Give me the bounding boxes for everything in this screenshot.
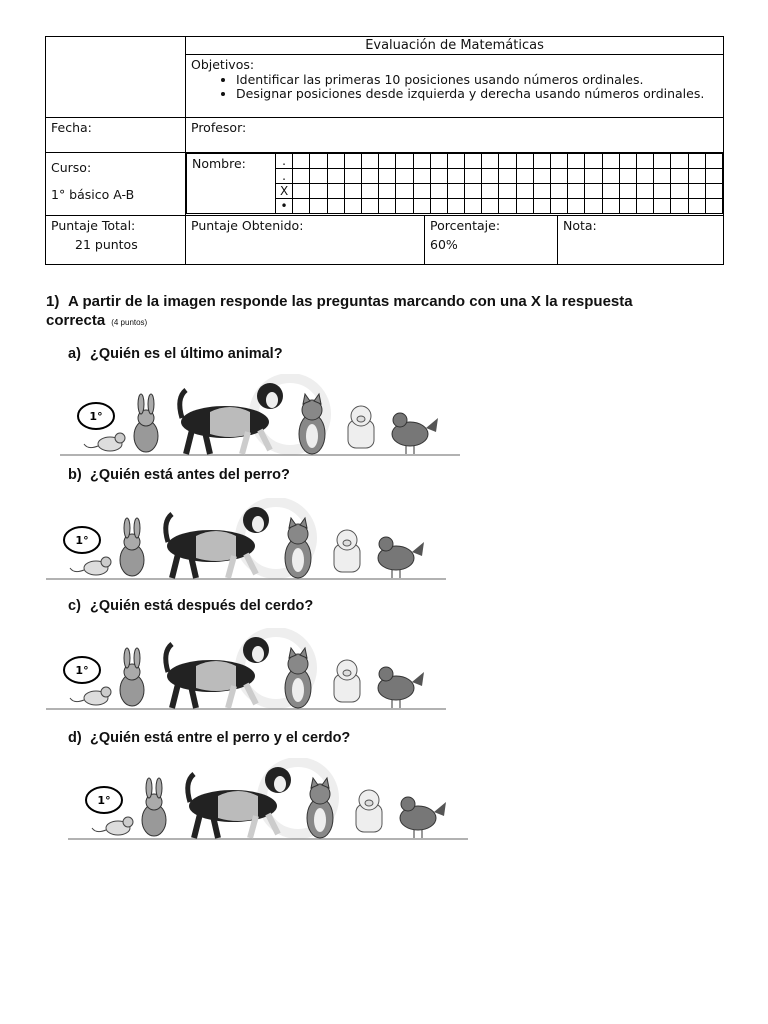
- grid-cell[interactable]: [379, 169, 396, 184]
- grid-cell[interactable]: [396, 184, 413, 199]
- grid-cell[interactable]: [447, 184, 464, 199]
- subquestion-letter: a): [68, 346, 81, 362]
- grid-cell[interactable]: [430, 184, 447, 199]
- grid-cell[interactable]: [705, 169, 722, 184]
- hen-icon: [392, 413, 438, 454]
- hen-icon: [378, 667, 424, 708]
- grid-cell[interactable]: [499, 184, 516, 199]
- grid-cell[interactable]: [465, 199, 482, 214]
- grid-cell[interactable]: [293, 199, 310, 214]
- rabbit-icon: [120, 518, 144, 576]
- grid-cell[interactable]: [327, 169, 344, 184]
- grid-cell[interactable]: [413, 199, 430, 214]
- grid-cell[interactable]: [344, 169, 361, 184]
- grid-cell[interactable]: [636, 154, 653, 169]
- grid-cell[interactable]: [310, 199, 327, 214]
- question-number: 1): [46, 293, 60, 310]
- mouse-icon: [92, 817, 133, 835]
- pig-icon: [356, 790, 382, 832]
- dog-icon: [166, 637, 269, 708]
- profesor-label: Profesor:: [186, 118, 724, 153]
- grid-cell[interactable]: [499, 199, 516, 214]
- question-1: [46, 292, 666, 332]
- grid-cell[interactable]: [516, 199, 533, 214]
- grid-cell[interactable]: [654, 169, 671, 184]
- grid-cell[interactable]: [568, 199, 585, 214]
- hen-icon: [378, 537, 424, 578]
- grid-cell[interactable]: [293, 184, 310, 199]
- grid-cell[interactable]: [533, 184, 550, 199]
- animal-row-a[interactable]: [60, 374, 460, 458]
- grid-cell[interactable]: [602, 184, 619, 199]
- subquestion-text: ¿Quién está después del cerdo?: [90, 598, 314, 614]
- svg-text:1°: 1°: [97, 794, 111, 807]
- grid-mark[interactable]: .: [276, 169, 293, 184]
- grid-cell[interactable]: [413, 154, 430, 169]
- grid-cell[interactable]: [499, 154, 516, 169]
- puntaje-total-cell: [46, 216, 186, 265]
- nombre-cell: [186, 153, 724, 216]
- grid-cell[interactable]: [705, 184, 722, 199]
- animal-row-b[interactable]: [46, 498, 452, 582]
- grid-cell[interactable]: [396, 154, 413, 169]
- grid-cell[interactable]: [447, 199, 464, 214]
- grid-cell[interactable]: [361, 169, 378, 184]
- grid-cell[interactable]: [361, 184, 378, 199]
- grid-cell[interactable]: [585, 199, 602, 214]
- grid-cell[interactable]: [619, 169, 636, 184]
- grid-cell[interactable]: [516, 184, 533, 199]
- objective-item: • Designar posiciones desde izquierda y derecha usando números ordinales.: [236, 87, 718, 101]
- puntaje-total-label: Puntaje Total:: [51, 218, 136, 233]
- fecha-label: Fecha:: [46, 118, 186, 153]
- grid-cell[interactable]: [551, 154, 568, 169]
- cat-icon: [307, 778, 333, 838]
- grid-cell[interactable]: [396, 199, 413, 214]
- grid-cell[interactable]: [379, 154, 396, 169]
- grid-cell[interactable]: [636, 184, 653, 199]
- grid-cell[interactable]: [482, 199, 499, 214]
- grid-cell[interactable]: [447, 154, 464, 169]
- grid-mark[interactable]: X: [276, 184, 293, 199]
- mouse-icon: [70, 557, 111, 575]
- animal-row-c[interactable]: [46, 628, 452, 712]
- grid-cell[interactable]: [499, 169, 516, 184]
- grid-cell[interactable]: [688, 199, 705, 214]
- subquestion-text: ¿Quién es el último animal?: [90, 346, 283, 362]
- grid-cell[interactable]: [430, 154, 447, 169]
- subquestion-text: ¿Quién está antes del perro?: [90, 467, 290, 483]
- grid-cell[interactable]: [671, 169, 688, 184]
- subquestion-d: [68, 730, 350, 746]
- grid-cell[interactable]: [671, 154, 688, 169]
- subquestion-c: [68, 598, 313, 614]
- grid-cell[interactable]: [568, 169, 585, 184]
- subquestion-letter: c): [68, 598, 81, 614]
- dog-icon: [180, 383, 283, 454]
- grid-cell[interactable]: [516, 169, 533, 184]
- nombre-label: Nombre:: [187, 154, 276, 214]
- curso-cell: [46, 153, 186, 216]
- animal-row-d[interactable]: [68, 758, 474, 842]
- grid-cell[interactable]: [705, 199, 722, 214]
- cat-icon: [285, 518, 311, 578]
- grid-cell[interactable]: [413, 169, 430, 184]
- mouse-icon: [84, 433, 125, 451]
- subquestion-b: [68, 467, 290, 483]
- rabbit-icon: [120, 648, 144, 706]
- grid-cell[interactable]: [310, 169, 327, 184]
- porcentaje-value: 60%: [430, 237, 458, 252]
- question-text: A partir de la imagen responde las preguntas marcando con una X la respuesta correcta: [46, 293, 633, 329]
- porcentaje-cell: [425, 216, 558, 265]
- svg-text:1°: 1°: [75, 664, 89, 677]
- objective-item: • Identificar las primeras 10 posiciones usando números ordinales.: [236, 73, 718, 87]
- cat-icon: [285, 648, 311, 708]
- curso-label: Curso:: [51, 160, 92, 175]
- grid-cell[interactable]: [413, 184, 430, 199]
- grid-cell[interactable]: [654, 199, 671, 214]
- grid-mark[interactable]: .: [276, 154, 293, 169]
- grid-cell[interactable]: [516, 154, 533, 169]
- grid-cell[interactable]: [379, 184, 396, 199]
- grid-cell[interactable]: [482, 154, 499, 169]
- porcentaje-label: Porcentaje:: [430, 218, 501, 233]
- rabbit-icon: [142, 778, 166, 836]
- grid-cell[interactable]: [482, 184, 499, 199]
- grid-cell[interactable]: [465, 184, 482, 199]
- grid-cell[interactable]: [310, 154, 327, 169]
- grid-mark[interactable]: •: [276, 199, 293, 214]
- grid-cell[interactable]: [482, 169, 499, 184]
- grid-cell[interactable]: [636, 199, 653, 214]
- grid-cell[interactable]: [551, 169, 568, 184]
- grid-cell[interactable]: [688, 184, 705, 199]
- grid-cell[interactable]: [671, 184, 688, 199]
- grid-cell[interactable]: [430, 199, 447, 214]
- grid-cell[interactable]: [430, 169, 447, 184]
- objectives-cell: [186, 55, 724, 118]
- header-table: [45, 36, 724, 265]
- question-points: (4 puntos): [111, 318, 148, 327]
- pig-icon: [334, 530, 360, 572]
- grid-cell[interactable]: [619, 184, 636, 199]
- grid-cell[interactable]: [465, 169, 482, 184]
- ordinal-badge: [64, 527, 100, 553]
- grid-cell[interactable]: [344, 154, 361, 169]
- grid-cell[interactable]: [293, 169, 310, 184]
- grid-cell[interactable]: [619, 199, 636, 214]
- page-title: Evaluación de Matemáticas: [186, 37, 724, 55]
- grid-cell[interactable]: [361, 154, 378, 169]
- pig-icon: [348, 406, 374, 448]
- grid-cell[interactable]: [654, 154, 671, 169]
- grid-cell[interactable]: [568, 184, 585, 199]
- puntaje-obtenido-label: Puntaje Obtenido:: [186, 216, 425, 265]
- grid-cell[interactable]: [602, 169, 619, 184]
- pig-icon: [334, 660, 360, 702]
- grid-cell[interactable]: [396, 169, 413, 184]
- grid-cell[interactable]: [344, 199, 361, 214]
- grid-cell[interactable]: [568, 154, 585, 169]
- dog-icon: [166, 507, 269, 578]
- grid-cell[interactable]: [447, 169, 464, 184]
- grid-cell[interactable]: [585, 184, 602, 199]
- objectives-label: Objetivos:: [191, 57, 255, 72]
- grid-cell[interactable]: [344, 184, 361, 199]
- rabbit-icon: [134, 394, 158, 452]
- cat-icon: [299, 394, 325, 454]
- grid-cell[interactable]: [671, 199, 688, 214]
- grid-cell[interactable]: [533, 154, 550, 169]
- grid-cell[interactable]: [310, 184, 327, 199]
- nota-label: Nota:: [558, 216, 724, 265]
- grid-cell[interactable]: [533, 169, 550, 184]
- grid-cell[interactable]: [293, 154, 310, 169]
- ordinal-badge: [64, 657, 100, 683]
- grid-cell[interactable]: [585, 154, 602, 169]
- grid-cell[interactable]: [533, 199, 550, 214]
- subquestion-letter: d): [68, 730, 82, 746]
- curso-value: 1° básico A-B: [51, 187, 135, 202]
- hen-icon: [400, 797, 446, 838]
- subquestion-a: [68, 346, 283, 362]
- grid-cell[interactable]: [465, 154, 482, 169]
- ordinal-badge: [86, 787, 122, 813]
- grid-cell[interactable]: [379, 199, 396, 214]
- grid-cell[interactable]: [551, 199, 568, 214]
- subquestion-text: ¿Quién está entre el perro y el cerdo?: [90, 730, 351, 746]
- grid-cell[interactable]: [619, 154, 636, 169]
- dog-icon: [188, 767, 291, 838]
- grid-cell[interactable]: [361, 199, 378, 214]
- grid-cell[interactable]: [705, 154, 722, 169]
- blank-cell: [46, 37, 186, 118]
- subquestion-letter: b): [68, 467, 82, 483]
- svg-text:1°: 1°: [89, 410, 103, 423]
- puntaje-total-value: 21 puntos: [75, 237, 138, 252]
- grid-cell[interactable]: [327, 199, 344, 214]
- svg-text:1°: 1°: [75, 534, 89, 547]
- grid-cell[interactable]: [585, 169, 602, 184]
- grid-cell[interactable]: [327, 154, 344, 169]
- grid-cell[interactable]: [636, 169, 653, 184]
- grid-cell[interactable]: [602, 199, 619, 214]
- grid-cell[interactable]: [654, 184, 671, 199]
- grid-cell[interactable]: [688, 169, 705, 184]
- grid-cell[interactable]: [327, 184, 344, 199]
- name-grid[interactable]: [186, 153, 723, 214]
- grid-cell[interactable]: [602, 154, 619, 169]
- grid-cell[interactable]: [688, 154, 705, 169]
- ordinal-badge: [78, 403, 114, 429]
- mouse-icon: [70, 687, 111, 705]
- grid-cell[interactable]: [551, 184, 568, 199]
